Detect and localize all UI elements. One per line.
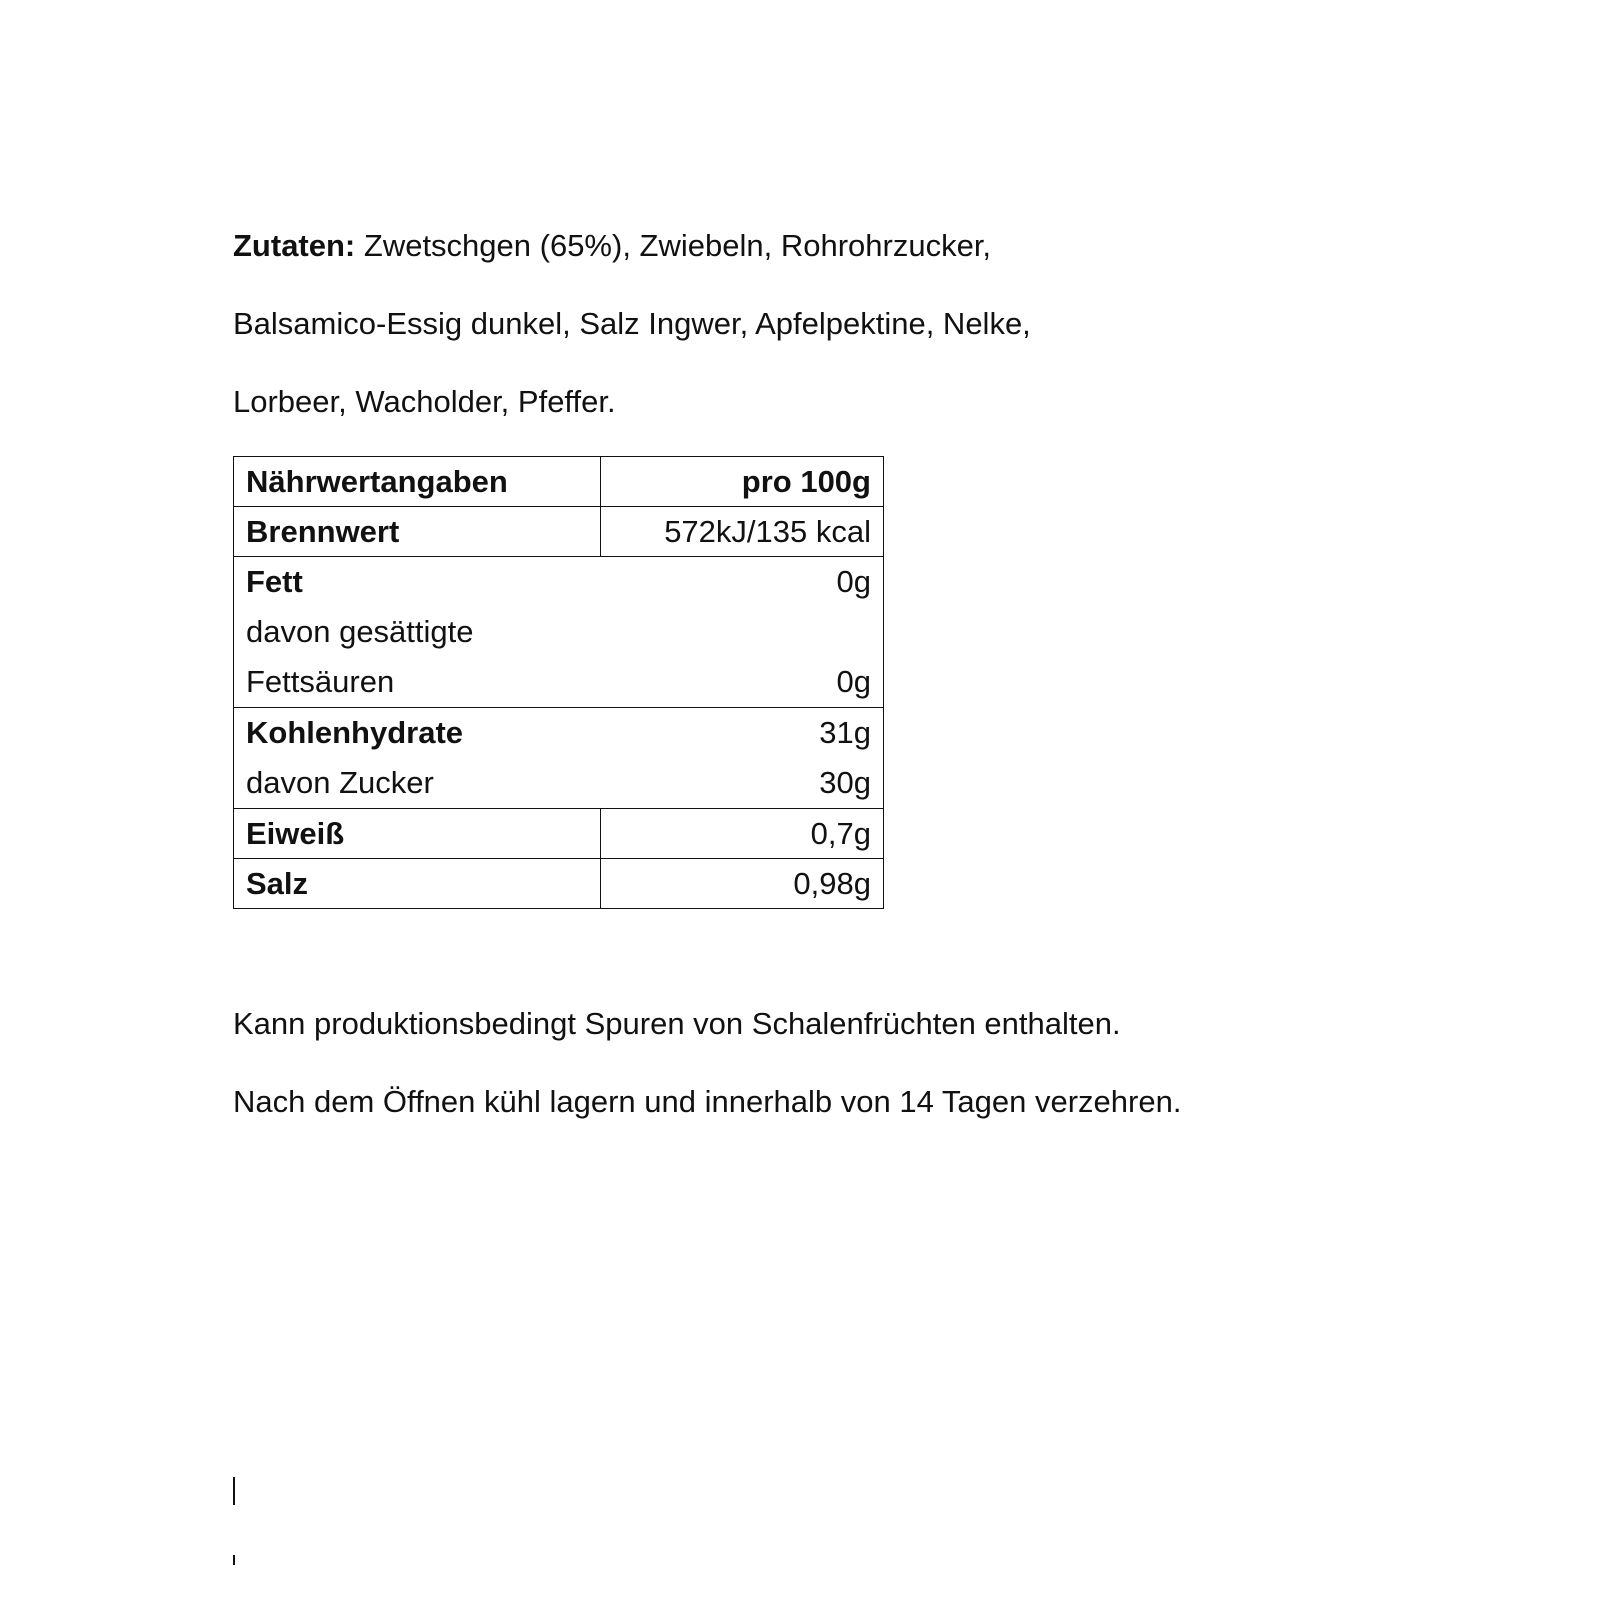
fett-value: 0g xyxy=(836,564,871,599)
storage-note: Nach dem Öffnen kühl lagern und innerhalb von 14 Tagen verzehren. xyxy=(233,1084,1182,1119)
table-row-kohlenhydrate xyxy=(234,708,884,809)
zucker-label: davon Zucker xyxy=(246,765,434,800)
fett-sub-subrow-2 xyxy=(246,657,871,707)
table-row-header xyxy=(234,457,884,507)
table-row-fett xyxy=(234,557,884,708)
fett-sub-label-1: davon gesättigte xyxy=(246,614,474,649)
kohlenhydrate-cell xyxy=(234,708,884,809)
table-row-eiweiss xyxy=(234,809,884,859)
table-row-brennwert xyxy=(234,507,884,557)
zucker-value: 30g xyxy=(819,765,871,800)
header-value: pro 100g xyxy=(601,457,884,507)
fett-label: Fett xyxy=(246,564,303,599)
fett-cell xyxy=(234,557,884,708)
brennwert-label: Brennwert xyxy=(234,507,601,557)
nutrition-table xyxy=(233,456,884,909)
kh-subrow xyxy=(246,708,871,758)
fett-sub-value: 0g xyxy=(836,664,871,699)
brennwert-value: 572kJ/135 kcal xyxy=(601,507,884,557)
ingredients-label: Zutaten: xyxy=(233,228,356,263)
fett-sub-label-2: Fettsäuren xyxy=(246,664,395,699)
ingredients-line-1 xyxy=(233,226,991,266)
header-label: Nährwertangaben xyxy=(234,457,601,507)
ingredients-text-1: Zwetschgen (65%), Zwiebeln, Rohrohrzucker, xyxy=(355,228,992,263)
ingredients-line-2: Balsamico-Essig dunkel, Salz Ingwer, Apfelpektine, Nelke, xyxy=(233,306,1031,341)
text-cursor-fragment xyxy=(233,1555,235,1565)
kh-value: 31g xyxy=(819,715,871,750)
fett-subrow xyxy=(246,557,871,607)
kh-label: Kohlenhydrate xyxy=(246,715,464,750)
text-cursor[interactable] xyxy=(233,1477,235,1505)
salz-value: 0,98g xyxy=(601,859,884,909)
eiweiss-label: Eiweiß xyxy=(234,809,601,859)
ingredients-line-3: Lorbeer, Wacholder, Pfeffer. xyxy=(233,384,616,419)
salz-label: Salz xyxy=(234,859,601,909)
fett-sub-subrow-1 xyxy=(246,607,871,657)
eiweiss-value: 0,7g xyxy=(601,809,884,859)
table-row-salz xyxy=(234,859,884,909)
zucker-subrow xyxy=(246,758,871,808)
allergen-note: Kann produktionsbedingt Spuren von Schalenfrüchten enthalten. xyxy=(233,1006,1121,1041)
